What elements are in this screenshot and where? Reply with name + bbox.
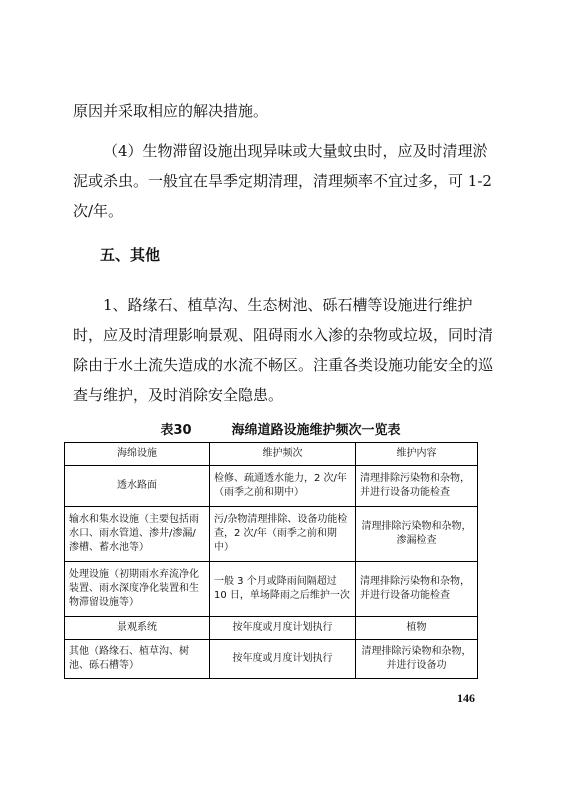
table-cell: 按年度或月度计划执行 xyxy=(210,617,356,640)
table-caption-title: 海绵道路设施维护频次一览表 xyxy=(231,423,401,438)
paragraph-continued: 原因并采取相应的解决措施。 xyxy=(73,102,269,120)
table-cell: 透水路面 xyxy=(65,466,210,507)
table-row xyxy=(65,466,478,507)
table-cell: 其他（路缘石、植草沟、树池、砾石槽等） xyxy=(65,640,210,679)
section-heading: 五、其他 xyxy=(100,246,161,264)
table-cell: 清理排除污染物和杂物，并进行设备功能检查 xyxy=(356,562,478,617)
header-facility: 海绵设施 xyxy=(65,443,210,466)
header-frequency: 维护频次 xyxy=(210,443,356,466)
page-number: 146 xyxy=(457,691,475,705)
table-row xyxy=(65,562,478,617)
paragraph-item-4: （4）生物滞留设施出现异味或大量蚊虫时，应及时清理淤泥或杀虫。一般宜在旱季定期清理，清理频率不宜过多，可 1-2 次/年。 xyxy=(73,142,492,220)
maintenance-table xyxy=(64,442,478,679)
table-cell: 清理排除污染物和杂物，并进行设备功 xyxy=(356,640,478,679)
table-cell: 检修、疏通透水能力，2 次/年（雨季之前和期中） xyxy=(210,466,356,507)
table-cell: 污/杂物清理排除、设备功能检查，2 次/年（雨季之前和期中） xyxy=(210,507,356,562)
table-cell: 处理设施（初期雨水弃流净化装置、雨水深度净化装置和生物滞留设施等） xyxy=(65,562,210,617)
header-content: 维护内容 xyxy=(356,443,478,466)
table-row xyxy=(65,617,478,640)
table-caption-number: 表30 xyxy=(160,423,192,438)
table-cell: 一般 3 个月或降雨间隔超过 10 日，单场降雨之后维护一次 xyxy=(210,562,356,617)
table-row xyxy=(65,507,478,562)
table-row xyxy=(65,640,478,679)
table-cell: 清理排除污染物和杂物，渗漏检查 xyxy=(356,507,478,562)
table-cell: 植物 xyxy=(356,617,478,640)
table-cell: 按年度或月度计划执行 xyxy=(210,640,356,679)
paragraph-item-1: 1、路缘石、植草沟、生态树池、砾石槽等设施进行维护时，应及时清理影响景观、阻碍雨水入渗的杂物或垃圾，同时清除由于水土流失造成的水流不畅区。注重各类设施功能安全的巡查与维护，及时消除安全隐患。 xyxy=(73,296,494,404)
table-cell: 景观系统 xyxy=(65,617,210,640)
table-header-row xyxy=(65,443,478,466)
table-caption xyxy=(0,419,561,438)
table-cell: 输水和集水设施（主要包括雨水口、雨水管道、渗井/渗漏/渗槽、蓄水池等） xyxy=(65,507,210,562)
table-cell: 清理排除污染物和杂物，并进行设备功能检查 xyxy=(356,466,478,507)
